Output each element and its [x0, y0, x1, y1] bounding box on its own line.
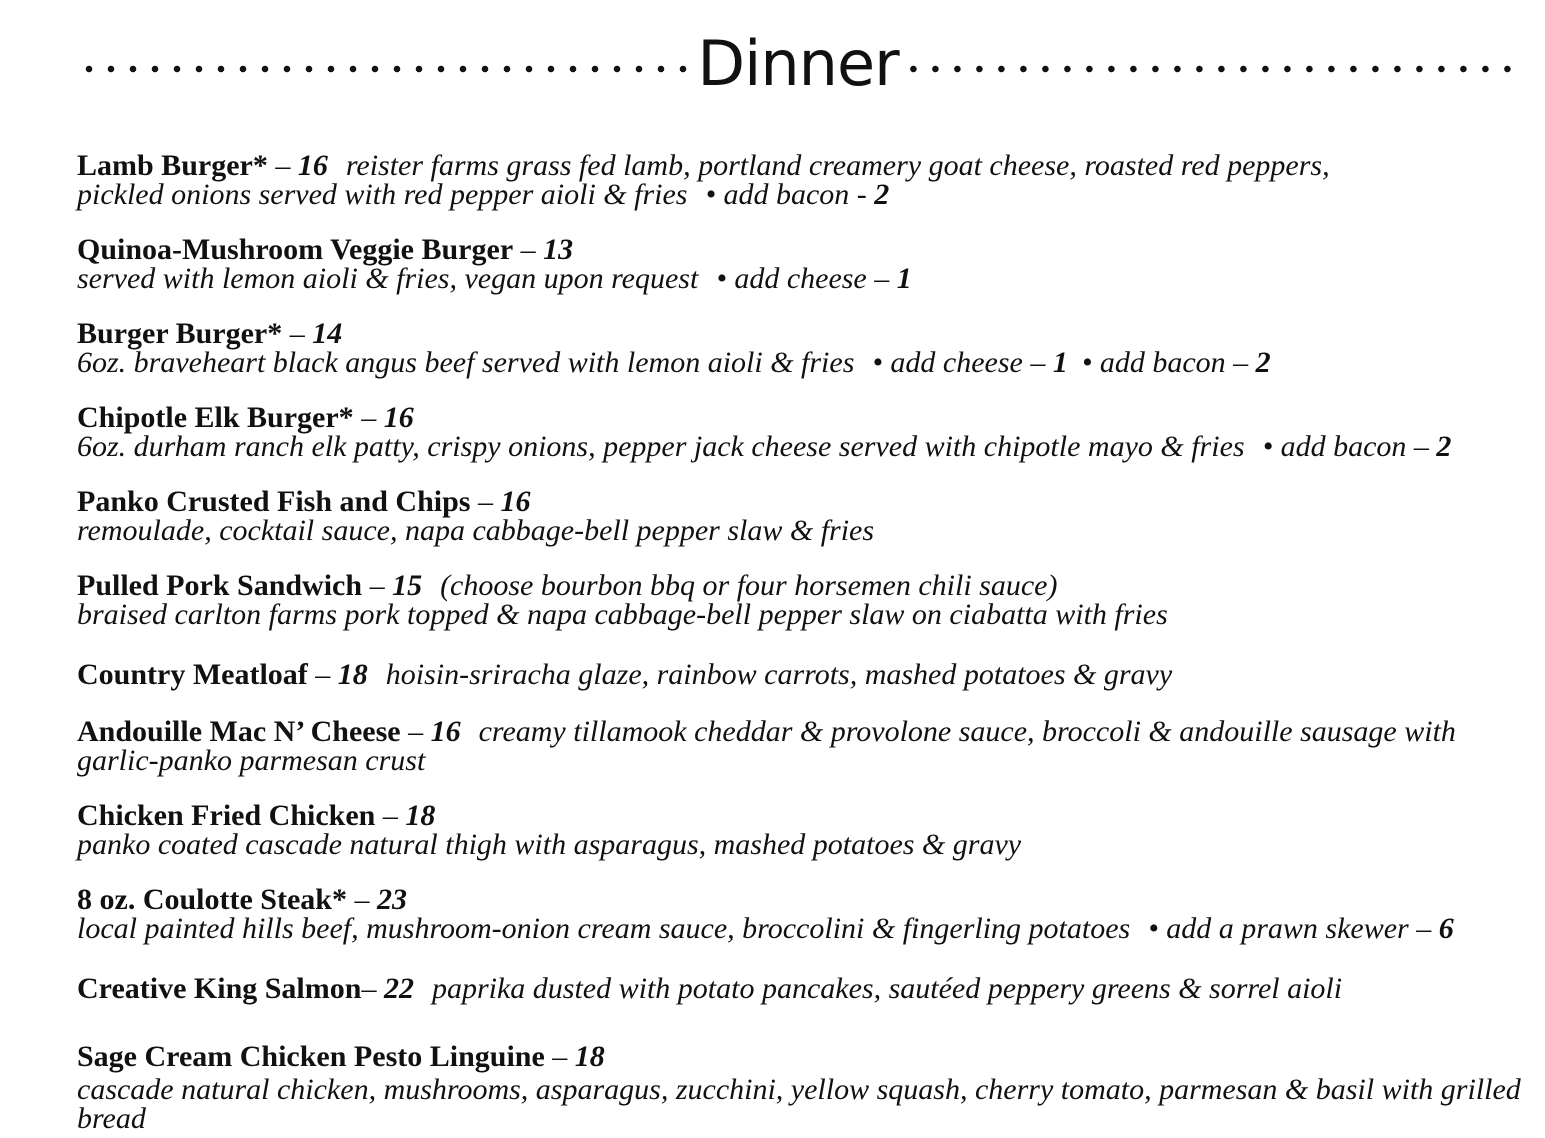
addon-option: • add cheese – 1	[872, 346, 1068, 379]
menu-item-heading	[77, 801, 1497, 830]
menu-item-detail	[77, 830, 1497, 859]
item-price: 18	[405, 799, 436, 832]
page-title: Dinner	[697, 27, 899, 100]
item-price: 23	[376, 883, 407, 916]
item-description: remoulade, cocktail sauce, napa cabbage-bell pepper slaw & fries	[77, 514, 875, 547]
item-description: paprika dusted with potato pancakes, sautéed peppery greens & sorrel aioli	[431, 972, 1343, 1005]
dotted-leader-right	[905, 63, 1518, 75]
item-description: pickled onions served with red pepper aioli & fries	[77, 178, 688, 211]
item-price: 14	[312, 317, 343, 350]
item-description: creamy tillamook cheddar & provolone sauce, broccoli & andouille sausage with	[478, 715, 1456, 748]
item-price: 16	[297, 149, 328, 182]
item-name: Creative King Salmon	[77, 972, 362, 1005]
dotted-leader-left	[78, 63, 691, 75]
item-description: panko coated cascade natural thigh with asparagus, mashed potatoes & gravy	[77, 828, 1022, 861]
addon-option: • add cheese – 1	[716, 262, 912, 295]
item-price: 13	[543, 233, 574, 266]
menu-item-heading	[77, 403, 1497, 432]
menu-item-detail	[77, 1104, 1497, 1133]
menu-item-coulotte-steak	[77, 885, 1497, 943]
menu-header	[78, 24, 1518, 104]
menu-item-detail	[77, 600, 1497, 629]
item-description: 6oz. braveheart black angus beef served with lemon aioli & fries	[77, 346, 855, 379]
item-name: Quinoa-Mushroom Veggie Burger	[77, 233, 514, 266]
item-price: 22	[383, 972, 414, 1005]
item-name: Lamb Burger*	[77, 149, 268, 182]
item-price: 16	[500, 485, 531, 518]
menu-item-heading	[77, 974, 1497, 1003]
menu-item-heading	[77, 151, 1497, 180]
menu-item-detail	[77, 432, 1497, 461]
item-name: Country Meatloaf	[77, 658, 308, 691]
item-separator: –	[470, 485, 501, 518]
addon-option: • add a prawn skewer – 6	[1148, 912, 1454, 945]
item-description: 6oz. durham ranch elk patty, crispy onions, pepper jack cheese served with chipotle mayo & fries	[77, 430, 1245, 463]
menu-item-creative-king-salmon	[77, 974, 1497, 1003]
item-name: Chipotle Elk Burger*	[77, 401, 354, 434]
menu-item-detail	[77, 348, 1497, 377]
item-price: 18	[337, 658, 368, 691]
item-name: Panko Crusted Fish and Chips	[77, 485, 471, 518]
menu-item-heading	[77, 319, 1497, 348]
menu-item-detail	[77, 516, 1497, 545]
item-price: 18	[574, 1040, 605, 1073]
menu-item-detail	[77, 914, 1497, 943]
menu-item-pulled-pork-sandwich	[77, 571, 1497, 629]
menu-item-detail	[77, 1073, 1521, 1106]
item-separator: –	[362, 569, 393, 602]
item-description: bread	[77, 1102, 146, 1135]
item-description: braised carlton farms pork topped & napa cabbage-bell pepper slaw on ciabatta with fries	[77, 598, 1168, 631]
addon-option: • add bacon – 2	[1262, 430, 1452, 463]
item-name: Chicken Fried Chicken	[77, 799, 376, 832]
menu-item-detail	[77, 264, 1497, 293]
menu-item-quinoa-veggie-burger	[77, 235, 1497, 293]
item-name: Burger Burger*	[77, 317, 283, 350]
item-separator: –	[282, 317, 313, 350]
item-name: Sage Cream Chicken Pesto Linguine	[77, 1040, 545, 1073]
menu-item-lamb-burger	[77, 151, 1497, 209]
addon-option: • add bacon – 2	[1081, 346, 1271, 379]
item-price: 16	[430, 715, 461, 748]
menu-item-detail	[77, 180, 1497, 209]
menu-item-heading	[77, 660, 1497, 689]
menu-item-andouille-mac-n-cheese	[77, 717, 1497, 775]
item-separator: –	[267, 149, 298, 182]
menu-item-heading	[77, 571, 1497, 600]
item-sauce-choice: (choose bourbon bbq or four horsemen chili sauce)	[440, 569, 1058, 602]
item-price: 15	[392, 569, 423, 602]
item-description: served with lemon aioli & fries, vegan upon request	[77, 262, 699, 295]
menu-item-heading	[77, 235, 1497, 264]
item-separator: –	[544, 1040, 575, 1073]
item-separator: –	[513, 233, 544, 266]
item-description: hoisin-sriracha glaze, rainbow carrots, mashed potatoes & gravy	[385, 658, 1173, 691]
item-separator: –	[346, 883, 377, 916]
menu-item-heading	[77, 885, 1497, 914]
item-name: 8 oz. Coulotte Steak*	[77, 883, 347, 916]
menu-item-heading	[77, 487, 1497, 516]
item-name: Andouille Mac N’ Cheese	[77, 715, 401, 748]
item-description: garlic-panko parmesan crust	[77, 744, 426, 777]
menu-item-chipotle-elk-burger	[77, 403, 1497, 461]
menu-item-burger-burger	[77, 319, 1497, 377]
menu-item-country-meatloaf	[77, 660, 1497, 689]
addon-option: • add bacon - 2	[705, 178, 890, 211]
menu-item-detail	[77, 746, 1497, 775]
item-separator: –	[353, 401, 384, 434]
item-separator: –	[361, 972, 384, 1005]
item-description: local painted hills beef, mushroom-onion cream sauce, broccolini & fingerling potatoes	[77, 912, 1131, 945]
menu-item-chicken-fried-chicken	[77, 801, 1497, 859]
item-separator: –	[375, 799, 406, 832]
item-name: Pulled Pork Sandwich	[77, 569, 363, 602]
menu-item-sage-cream-chicken-pesto-linguine	[77, 1040, 1521, 1135]
menu-item-heading	[77, 717, 1497, 746]
item-description: reister farms grass fed lamb, portland creamery goat cheese, roasted red peppers,	[345, 149, 1330, 182]
item-description: cascade natural chicken, mushrooms, asparagus, zucchini, yellow squash, cherry tomato, parmesan & basil with grilled	[77, 1073, 1521, 1106]
item-separator: –	[307, 658, 338, 691]
menu-item-heading	[77, 1042, 1497, 1071]
menu-item-fish-and-chips	[77, 487, 1497, 545]
item-price: 16	[383, 401, 414, 434]
item-separator: –	[400, 715, 431, 748]
